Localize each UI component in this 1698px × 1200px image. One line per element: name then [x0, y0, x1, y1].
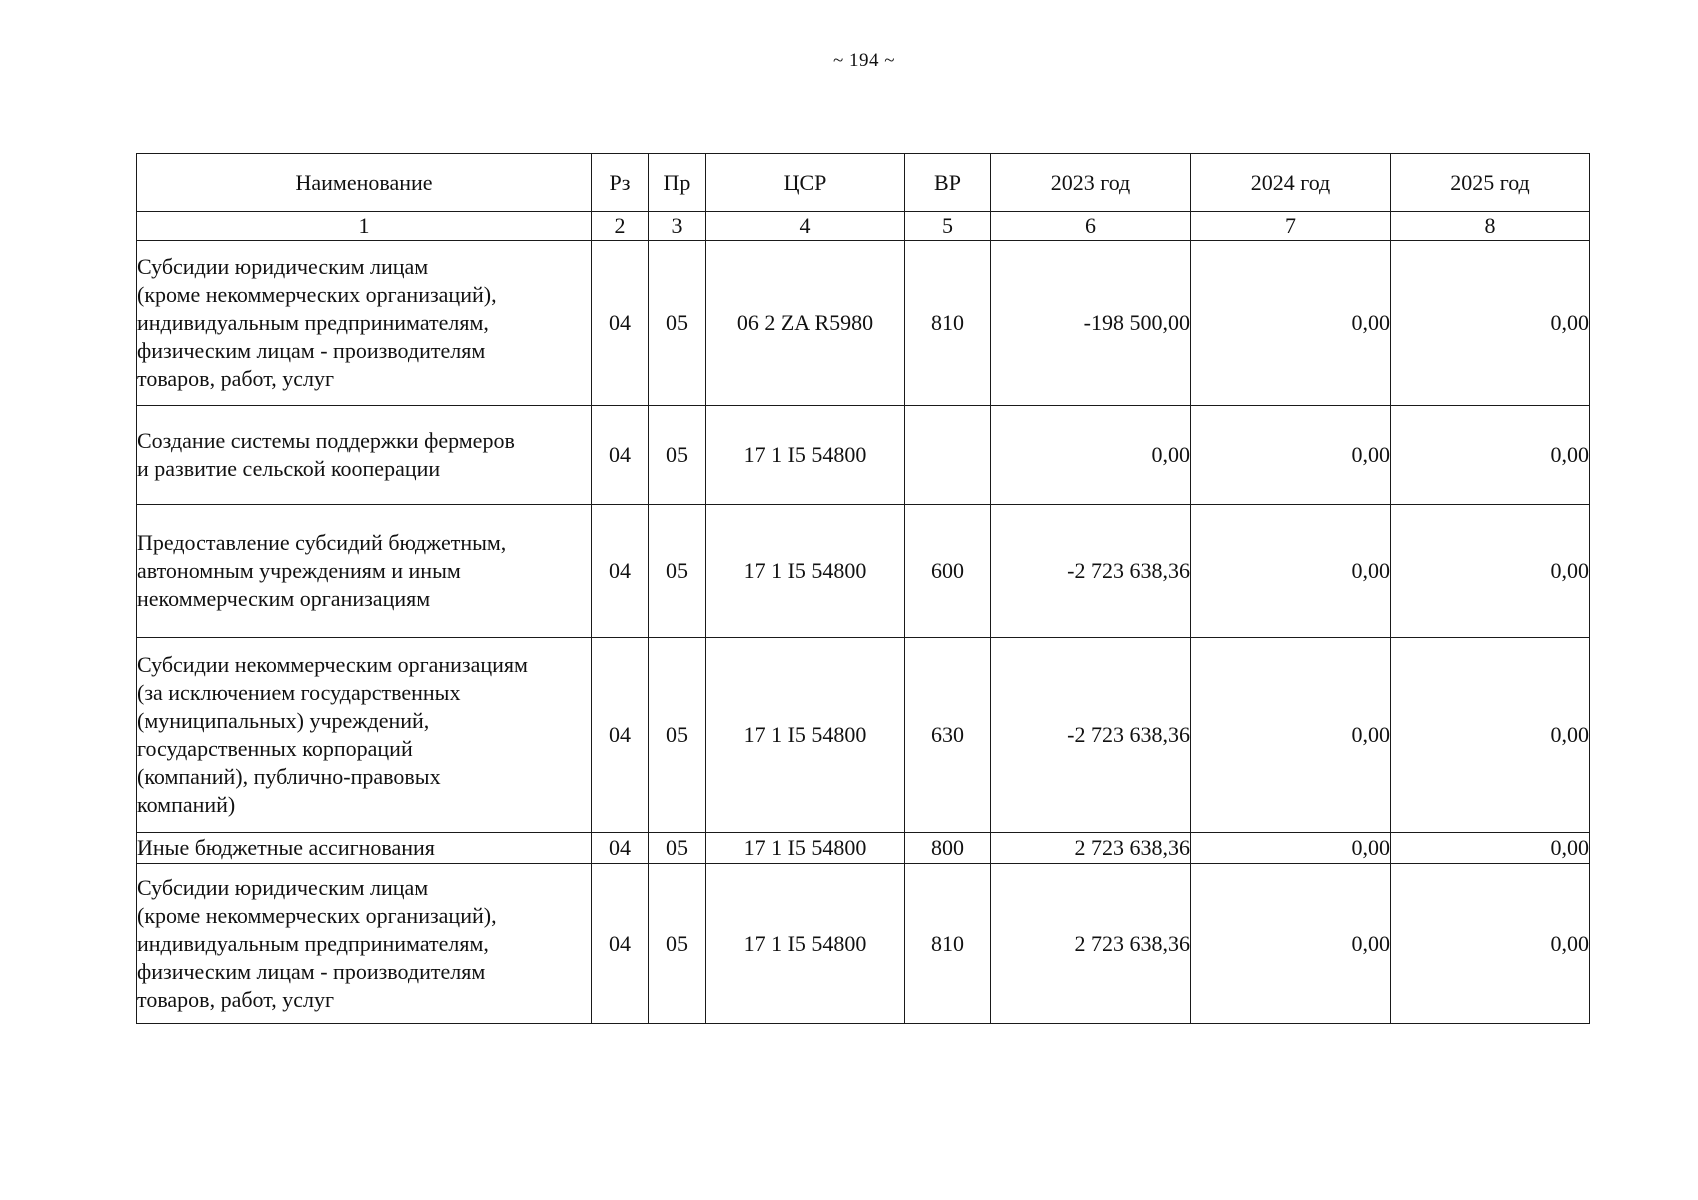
csr-cell: 17 1 I5 54800: [706, 406, 905, 505]
vr-cell: 630: [905, 638, 991, 833]
pr-cell: 05: [649, 505, 706, 638]
amount-2025-cell: 0,00: [1391, 833, 1590, 864]
row-name-line: индивидуальным предпринимателям,: [137, 310, 489, 335]
table-row: [137, 406, 1590, 505]
amount-2023-cell: 2 723 638,36: [991, 864, 1191, 1024]
column-number: 6: [991, 212, 1191, 241]
column-number: 5: [905, 212, 991, 241]
table-row: [137, 864, 1590, 1024]
amount-2024-cell: 0,00: [1191, 638, 1391, 833]
pr-cell: 05: [649, 406, 706, 505]
vr-cell: 800: [905, 833, 991, 864]
row-name-line: физическим лицам - производителям: [137, 958, 486, 984]
rz-cell: 04: [592, 638, 649, 833]
row-name-cell: [137, 833, 592, 864]
amount-2025-cell: 0,00: [1391, 406, 1590, 505]
table-row: [137, 833, 1590, 864]
header-name: Наименование: [137, 154, 592, 212]
csr-cell: 17 1 I5 54800: [706, 638, 905, 833]
header-2023: 2023 год: [991, 154, 1191, 212]
row-name-line: Субсидии юридическим лицам: [137, 874, 429, 900]
header-csr: ЦСР: [706, 154, 905, 212]
amount-2024-cell: 0,00: [1191, 406, 1391, 505]
column-number: 2: [592, 212, 649, 241]
csr-cell: 17 1 I5 54800: [706, 505, 905, 638]
table-row: [137, 638, 1590, 833]
amount-2023-cell: -2 723 638,36: [991, 505, 1191, 638]
row-name-line: Предоставление субсидий бюджетным,: [137, 530, 507, 555]
csr-cell: 17 1 I5 54800: [706, 864, 905, 1024]
row-name-cell: [137, 241, 592, 406]
table-row: [137, 241, 1590, 406]
row-name-line: товаров, работ, услуг: [137, 366, 334, 391]
column-number: 3: [649, 212, 706, 241]
rz-cell: 04: [592, 505, 649, 638]
rz-cell: 04: [592, 406, 649, 505]
amount-2024-cell: 0,00: [1191, 505, 1391, 638]
row-name-cell: [137, 638, 592, 833]
column-number: 1: [137, 212, 592, 241]
row-name-cell: [137, 406, 592, 505]
csr-cell: 17 1 I5 54800: [706, 833, 905, 864]
header-vr: ВР: [905, 154, 991, 212]
row-name-line: (за исключением государственных: [137, 680, 461, 705]
row-name-cell: [137, 505, 592, 638]
vr-cell: 810: [905, 864, 991, 1024]
amount-2025-cell: 0,00: [1391, 241, 1590, 406]
row-name-line: индивидуальным предпринимателям,: [137, 930, 489, 956]
rz-cell: 04: [592, 241, 649, 406]
vr-cell: [905, 406, 991, 505]
amount-2025-cell: 0,00: [1391, 505, 1590, 638]
amount-2023-cell: -198 500,00: [991, 241, 1191, 406]
row-name-cell: [137, 864, 592, 1024]
row-name-line: Субсидии некоммерческим организациям: [137, 652, 528, 677]
row-name-line: автономным учреждениям и иным: [137, 558, 461, 583]
amount-2024-cell: 0,00: [1191, 833, 1391, 864]
row-name-line: Иные бюджетные ассигнования: [137, 835, 435, 860]
rz-cell: 04: [592, 864, 649, 1024]
row-name-line: (кроме некоммерческих организаций),: [137, 902, 497, 928]
amount-2025-cell: 0,00: [1391, 864, 1590, 1024]
row-name-line: (муниципальных) учреждений,: [137, 708, 430, 733]
pr-cell: 05: [649, 864, 706, 1024]
column-number: 8: [1391, 212, 1590, 241]
vr-cell: 600: [905, 505, 991, 638]
rz-cell: 04: [592, 833, 649, 864]
header-row: [137, 154, 1590, 212]
amount-2023-cell: 2 723 638,36: [991, 833, 1191, 864]
page-number: ~ 194 ~: [832, 50, 896, 71]
row-name-line: государственных корпораций: [137, 736, 413, 761]
header-pr: Пр: [649, 154, 706, 212]
column-number: 4: [706, 212, 905, 241]
row-name-line: и развитие сельской кооперации: [137, 456, 441, 481]
budget-table: [136, 153, 1590, 1024]
row-name-line: компаний): [137, 792, 236, 817]
table-row: [137, 505, 1590, 638]
amount-2024-cell: 0,00: [1191, 241, 1391, 406]
header-2025: 2025 год: [1391, 154, 1590, 212]
amount-2024-cell: 0,00: [1191, 864, 1391, 1024]
csr-cell: 06 2 ZA R5980: [706, 241, 905, 406]
column-number: 7: [1191, 212, 1391, 241]
row-name-line: (компаний), публично-правовых: [137, 764, 441, 789]
pr-cell: 05: [649, 638, 706, 833]
column-number-row: [137, 212, 1590, 241]
row-name-line: Субсидии юридическим лицам: [137, 254, 429, 279]
amount-2025-cell: 0,00: [1391, 638, 1590, 833]
row-name-line: товаров, работ, услуг: [137, 986, 334, 1012]
header-2024: 2024 год: [1191, 154, 1391, 212]
vr-cell: 810: [905, 241, 991, 406]
pr-cell: 05: [649, 833, 706, 864]
pr-cell: 05: [649, 241, 706, 406]
amount-2023-cell: -2 723 638,36: [991, 638, 1191, 833]
row-name-line: физическим лицам - производителям: [137, 338, 486, 363]
row-name-line: некоммерческим организациям: [137, 586, 431, 611]
header-rz: Рз: [592, 154, 649, 212]
row-name-line: (кроме некоммерческих организаций),: [137, 282, 497, 307]
row-name-line: Создание системы поддержки фермеров: [137, 428, 515, 453]
amount-2023-cell: 0,00: [991, 406, 1191, 505]
